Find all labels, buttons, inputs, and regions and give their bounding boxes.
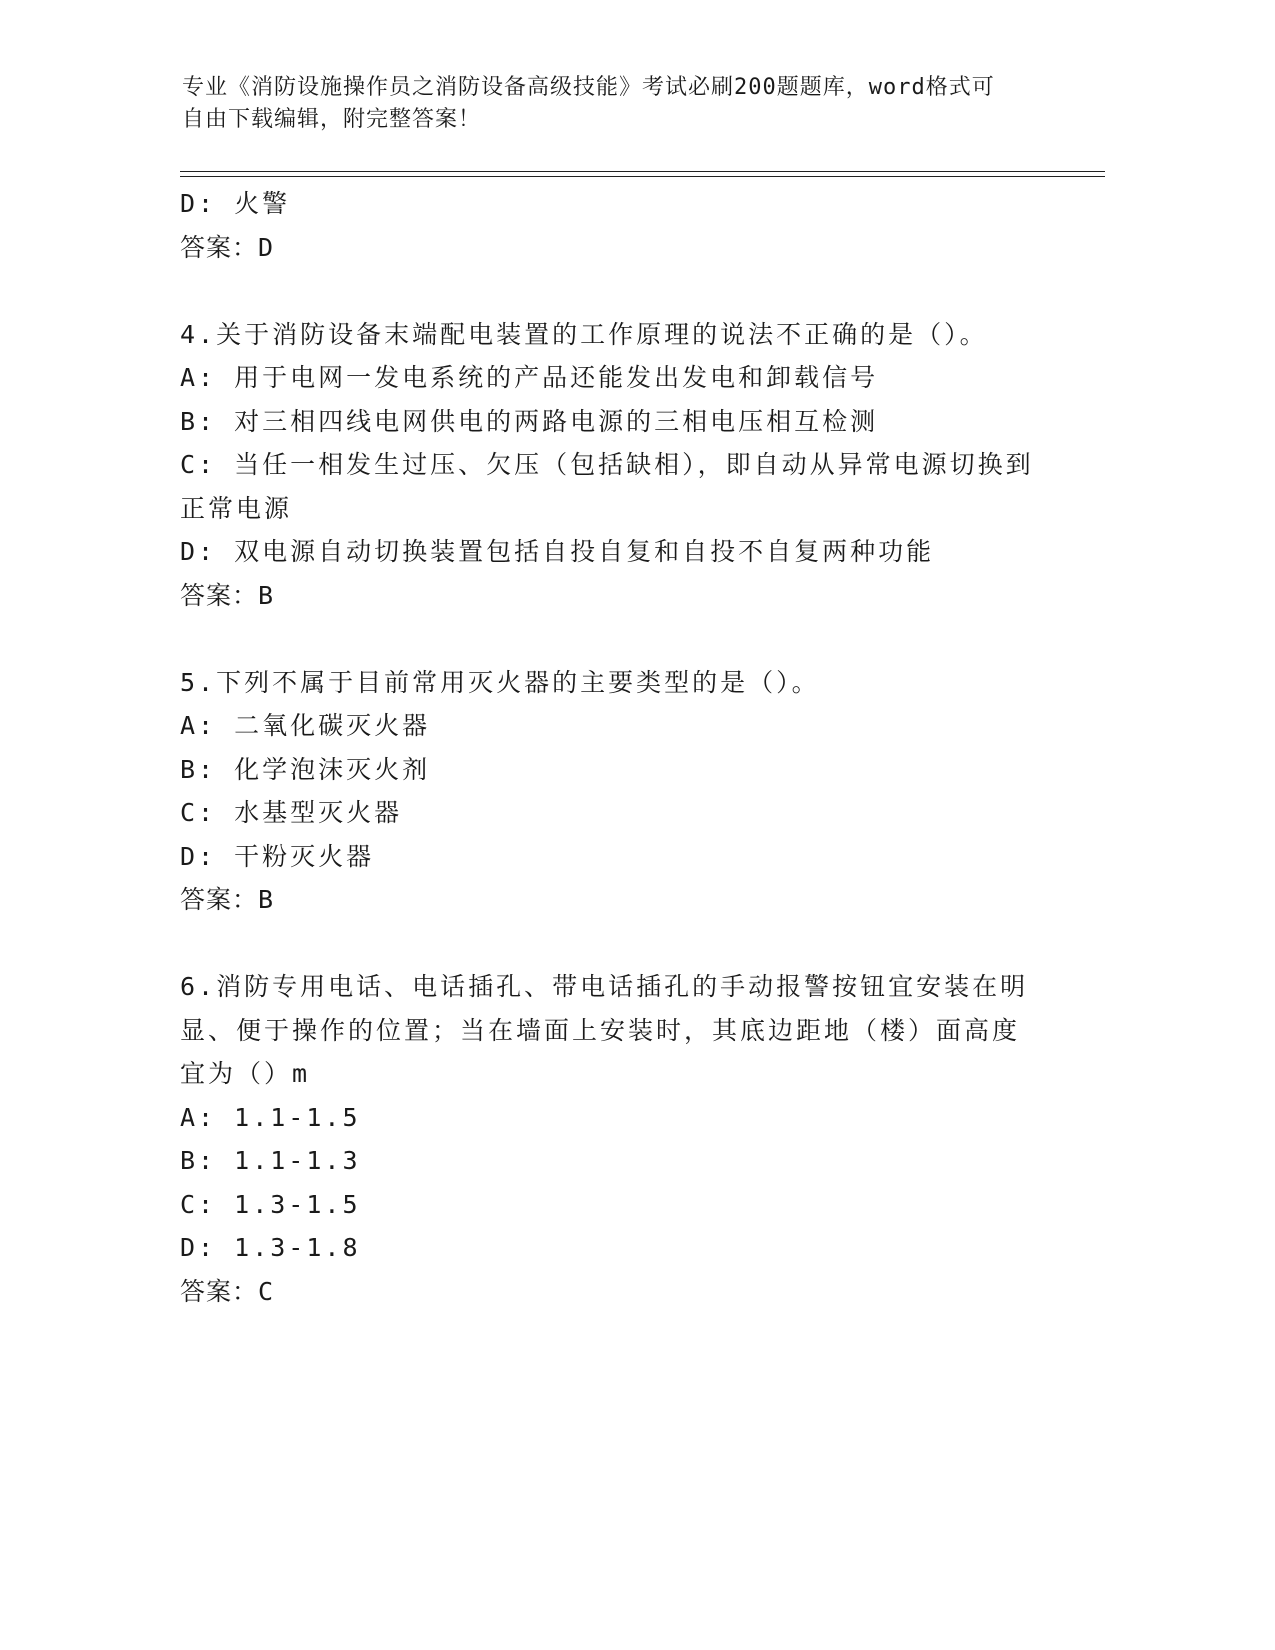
option-c: C: 1.3-1.5 bbox=[180, 1189, 361, 1219]
option-c-continued: 正常电源 bbox=[180, 493, 293, 523]
question-stem: 4.关于消防设备末端配电装置的工作原理的说法不正确的是（）。 bbox=[180, 319, 988, 349]
option-b: B: 化学泡沫灭火剂 bbox=[180, 754, 431, 784]
option-c: C: 水基型灭火器 bbox=[180, 798, 403, 827]
document-body bbox=[180, 182, 1060, 1313]
option-a: A: 用于电网一发电系统的产品还能发出发电和卸载信号 bbox=[180, 363, 879, 392]
question-stem-continued: 宜为（）m bbox=[180, 1059, 311, 1088]
header-divider-top bbox=[180, 171, 1105, 172]
answer: 答案：B bbox=[180, 885, 275, 914]
answer: 答案：C bbox=[180, 1276, 275, 1306]
question-stem: 6.消防专用电话、电话插孔、带电话插孔的手动报警按钮宜安装在明 bbox=[180, 972, 1029, 1001]
question-block bbox=[180, 965, 1060, 1313]
option-a: A: 1.1-1.5 bbox=[180, 1102, 361, 1132]
question-block bbox=[180, 661, 1060, 922]
option-d: D: 火警 bbox=[180, 189, 291, 218]
document-header bbox=[182, 72, 1062, 136]
question-block bbox=[180, 313, 1060, 618]
option-b: B: 1.1-1.3 bbox=[180, 1146, 361, 1175]
spacer bbox=[180, 617, 1060, 661]
answer: 答案：B bbox=[180, 580, 275, 610]
option-b: B: 对三相四线电网供电的两路电源的三相电压相互检测 bbox=[180, 406, 879, 436]
header-line-1: 专业《消防设施操作员之消防设备高级技能》考试必刷200题题库，word格式可 bbox=[182, 75, 995, 100]
spacer bbox=[180, 269, 1060, 313]
option-d: D: 干粉灭火器 bbox=[180, 841, 375, 871]
answer: 答案：D bbox=[180, 232, 275, 262]
option-d: D: 1.3-1.8 bbox=[180, 1233, 361, 1262]
question-stem-continued: 显、便于操作的位置；当在墙面上安装时，其底边距地（楼）面高度 bbox=[180, 1015, 1021, 1045]
header-line-2: 自由下载编辑，附完整答案！ bbox=[182, 107, 482, 132]
question-stem: 5.下列不属于目前常用灭火器的主要类型的是（）。 bbox=[180, 667, 820, 697]
spacer bbox=[180, 922, 1060, 966]
header-divider-bottom bbox=[180, 176, 1105, 177]
option-a: A: 二氧化碳灭火器 bbox=[180, 711, 431, 740]
option-c: C: 当任一相发生过压、欠压（包括缺相），即自动从异常电源切换到 bbox=[180, 450, 1034, 479]
option-d: D: 双电源自动切换装置包括自投自复和自投不自复两种功能 bbox=[180, 537, 935, 566]
